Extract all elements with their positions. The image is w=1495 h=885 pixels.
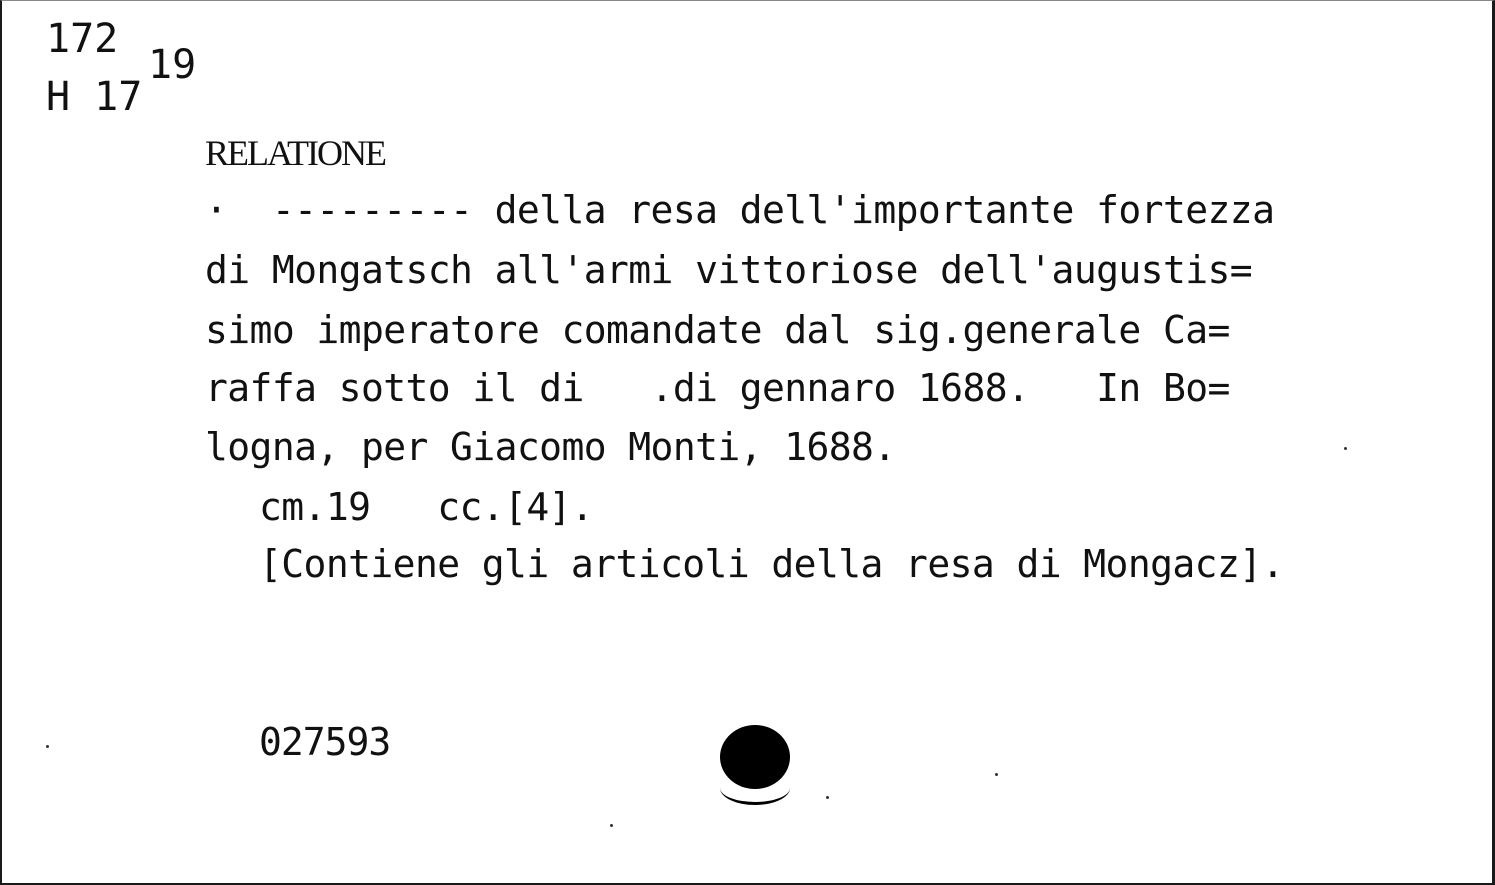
speck [610, 824, 613, 827]
punch-hole-shadow [720, 771, 790, 805]
record-number: 027593 [259, 720, 391, 764]
speck [826, 796, 829, 799]
entry-line-3: simo imperatore comandate dal sig.generale Ca= [205, 308, 1230, 352]
speck [46, 745, 49, 748]
speck [1344, 447, 1347, 450]
call-number-line-2: H 17 [46, 74, 143, 120]
entry-line-2: di Mongatsch all'armi vittoriose dell'augustis= [205, 248, 1253, 292]
entry-line-4: raffa sotto il di .di gennaro 1688. In Bo= [205, 366, 1230, 410]
entry-heading: RELATIONE [205, 133, 385, 173]
entry-line-5: logna, per Giacomo Monti, 1688. [205, 425, 896, 469]
contents-note: [Contiene gli articoli della resa di Mongacz]. [259, 542, 1284, 586]
call-number-superscript: 19 [148, 42, 197, 88]
entry-line-1: · --------- della resa dell'importante fortezza [205, 188, 1275, 232]
call-number-line-1: 172 [46, 16, 119, 62]
speck [995, 773, 998, 776]
physical-description: cm.19 cc.[4]. [259, 485, 594, 529]
